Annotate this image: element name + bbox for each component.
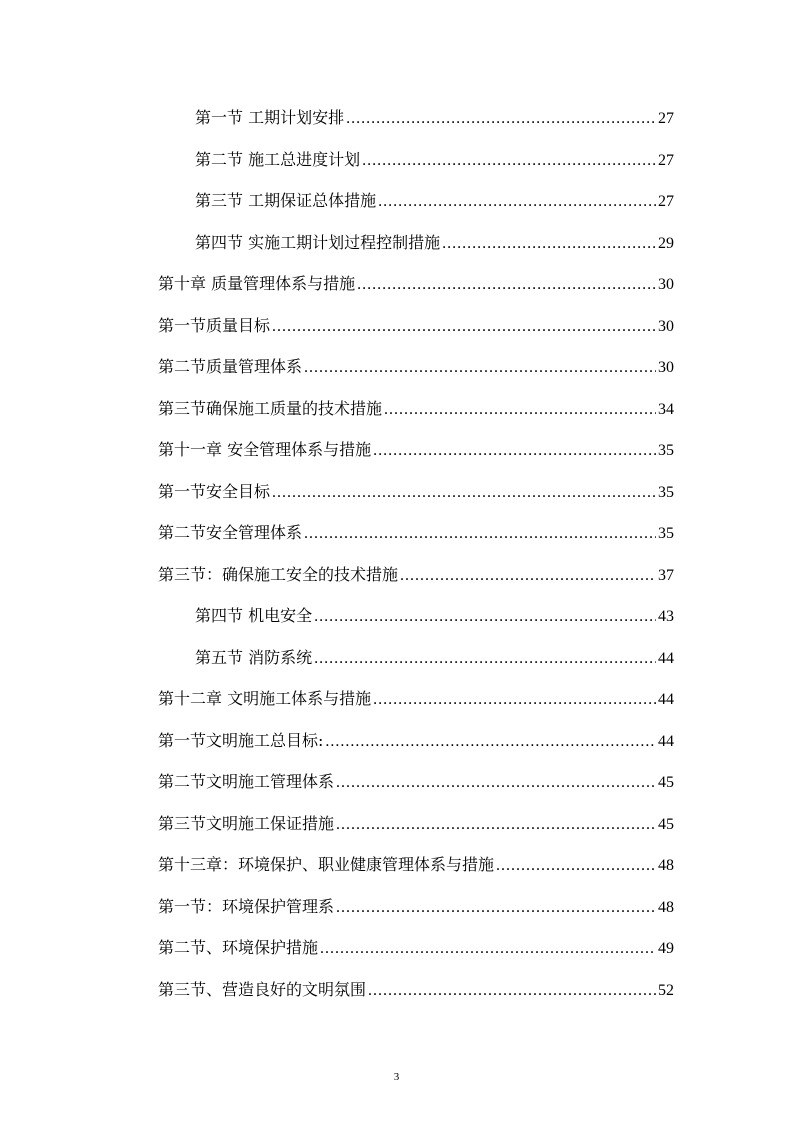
toc-dot-leader — [384, 389, 656, 431]
toc-entry[interactable] — [158, 678, 674, 720]
toc-entry-title: 第五节 消防系统 — [195, 647, 313, 667]
toc-entry[interactable] — [158, 720, 674, 762]
toc-dot-leader — [304, 347, 656, 389]
toc-entry-page: 35 — [658, 483, 674, 501]
toc-entry[interactable] — [158, 222, 674, 264]
toc-dot-leader — [272, 472, 656, 514]
toc-dot-leader — [336, 762, 656, 804]
toc-dot-leader — [373, 430, 656, 472]
toc-entry-title: 第二节质量管理体系 — [158, 357, 303, 376]
toc-entry-title: 第一节质量目标 — [158, 315, 271, 335]
toc-entry-page: 48 — [658, 898, 674, 916]
toc-entry-title: 第一节安全目标 — [158, 481, 271, 501]
toc-dot-leader — [320, 928, 656, 970]
toc-entry[interactable] — [158, 471, 674, 513]
toc-entry[interactable] — [158, 595, 674, 637]
toc-dot-leader — [442, 223, 656, 265]
toc-entry-page: 35 — [658, 442, 674, 459]
toc-entry-page: 44 — [658, 732, 674, 750]
toc-entry[interactable] — [158, 305, 674, 347]
toc-entry-title: 第二节安全管理体系 — [158, 523, 303, 542]
toc-entry[interactable] — [158, 844, 674, 886]
toc-dot-leader — [336, 804, 656, 846]
table-of-contents — [158, 97, 674, 1010]
toc-entry[interactable] — [158, 263, 674, 305]
toc-entry[interactable] — [158, 512, 674, 554]
toc-dot-leader — [325, 721, 656, 763]
toc-entry-page: 52 — [658, 981, 674, 999]
toc-dot-leader — [346, 98, 656, 140]
toc-entry-page: 45 — [658, 774, 674, 791]
toc-entry-page: 27 — [658, 110, 674, 127]
toc-entry-page: 49 — [658, 940, 674, 957]
toc-entry-page: 30 — [658, 276, 674, 293]
toc-entry[interactable] — [158, 761, 674, 803]
toc-dot-leader — [496, 845, 656, 887]
toc-entry[interactable] — [158, 969, 674, 1011]
toc-entry-title: 第三节文明施工保证措施 — [158, 813, 335, 833]
toc-dot-leader — [378, 181, 656, 223]
toc-entry-page: 45 — [658, 815, 674, 833]
toc-entry-title: 第三节：确保施工安全的技术措施 — [158, 564, 399, 584]
toc-entry-title: 第四节 实施工期计划过程控制措施 — [195, 232, 441, 252]
toc-entry-page: 27 — [658, 151, 674, 169]
toc-entry[interactable] — [158, 429, 674, 471]
toc-entry-title: 第十三章：环境保护、职业健康管理体系与措施 — [158, 855, 495, 874]
toc-entry-title: 第十一章 安全管理体系与措施 — [158, 440, 372, 459]
toc-entry[interactable] — [158, 886, 674, 928]
toc-entry[interactable] — [158, 139, 674, 181]
toc-entry-title: 第三节 工期保证总体措施 — [195, 191, 377, 210]
toc-entry-page: 30 — [658, 359, 674, 376]
toc-entry-title: 第三节、营造良好的文明氛围 — [158, 979, 367, 999]
toc-entry-page: 35 — [658, 525, 674, 542]
toc-dot-leader — [314, 638, 656, 680]
toc-entry-title: 第二节 施工总进度计划 — [195, 149, 361, 169]
toc-dot-leader — [368, 970, 656, 1012]
toc-entry-page: 44 — [658, 691, 674, 708]
toc-entry-title: 第一节文明施工总目标: — [158, 730, 324, 750]
toc-entry-page: 29 — [658, 234, 674, 252]
toc-entry-title: 第二节、环境保护措施 — [158, 938, 319, 957]
toc-entry-title: 第四节 机电安全 — [195, 606, 313, 625]
toc-entry[interactable] — [158, 554, 674, 596]
toc-entry-title: 第十二章 文明施工体系与措施 — [158, 689, 372, 708]
toc-entry-page: 30 — [658, 317, 674, 335]
toc-entry[interactable] — [158, 180, 674, 222]
toc-entry-page: 43 — [658, 608, 674, 625]
toc-dot-leader — [357, 264, 656, 306]
toc-entry-page: 37 — [658, 566, 674, 584]
toc-entry[interactable] — [158, 803, 674, 845]
toc-dot-leader — [272, 306, 656, 348]
toc-entry-title: 第十章 质量管理体系与措施 — [158, 274, 356, 293]
toc-entry[interactable] — [158, 388, 674, 430]
toc-dot-leader — [314, 596, 656, 638]
toc-entry[interactable] — [158, 346, 674, 388]
toc-entry[interactable] — [158, 637, 674, 679]
toc-entry-title: 第三节确保施工质量的技术措施 — [158, 398, 383, 418]
toc-dot-leader — [362, 140, 656, 182]
page-number: 3 — [393, 1071, 400, 1083]
toc-dot-leader — [373, 679, 656, 721]
toc-dot-leader — [304, 513, 656, 555]
toc-entry-page: 48 — [658, 857, 674, 874]
toc-entry-page: 34 — [658, 400, 674, 418]
toc-entry-title: 第一节：环境保护管理系 — [158, 896, 335, 916]
toc-entry-page: 44 — [658, 649, 674, 667]
toc-entry[interactable] — [158, 97, 674, 139]
toc-entry[interactable] — [158, 927, 674, 969]
toc-dot-leader — [336, 887, 656, 929]
toc-dot-leader — [400, 555, 656, 597]
toc-entry-title: 第二节文明施工管理体系 — [158, 772, 335, 791]
toc-entry-title: 第一节 工期计划安排 — [195, 108, 345, 127]
toc-entry-page: 27 — [658, 193, 674, 210]
